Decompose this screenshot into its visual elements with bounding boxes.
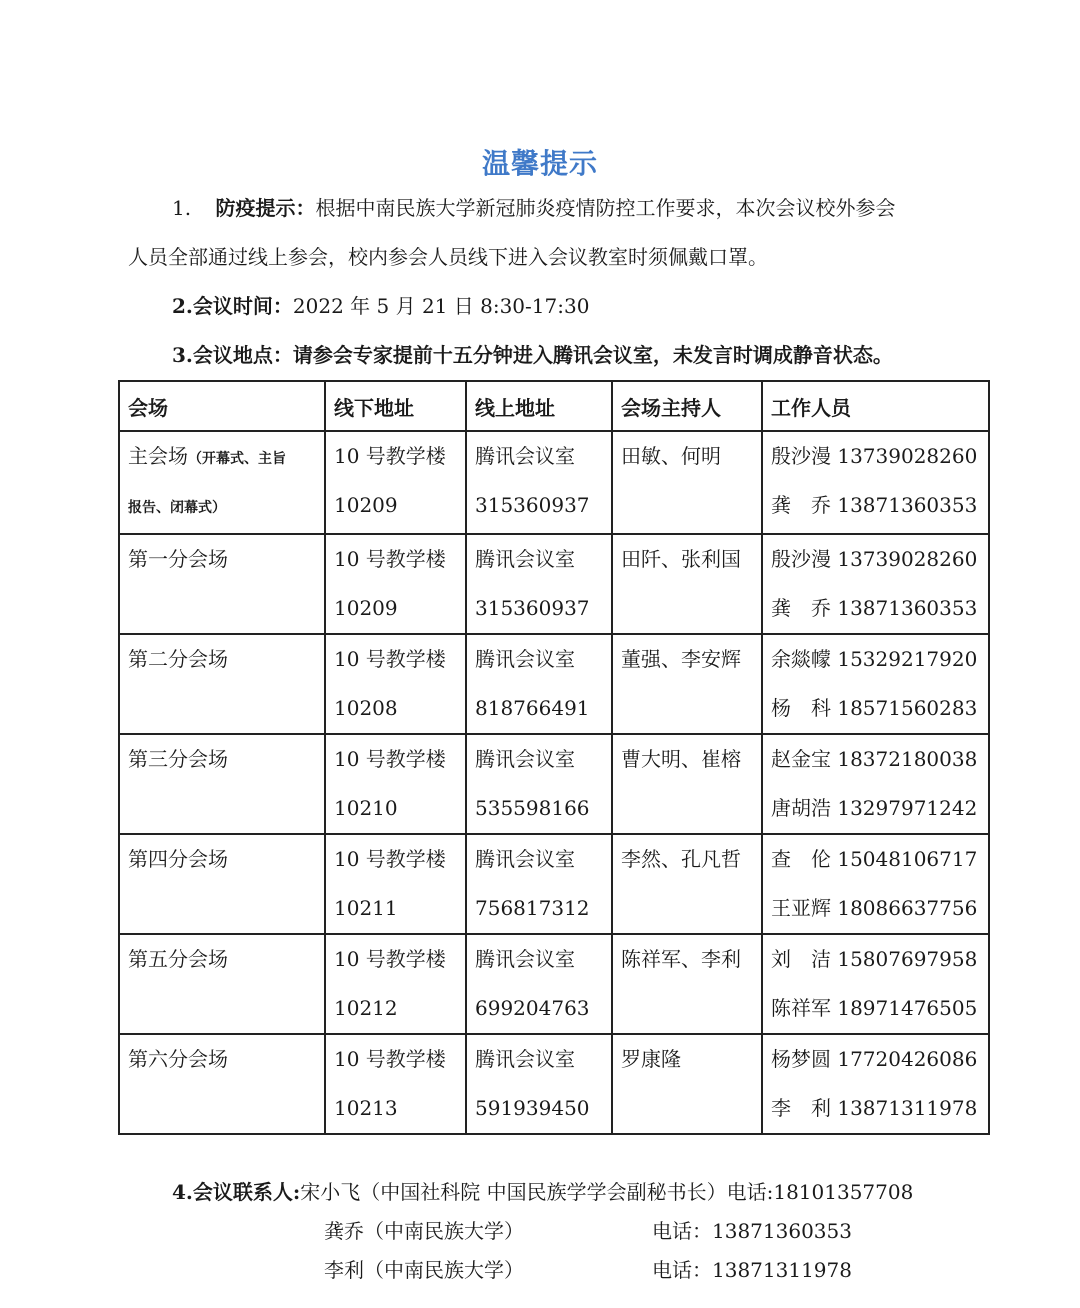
venue-name: 第三分会场 [128, 747, 228, 771]
venue-cell [119, 634, 325, 734]
offline-address-cell [325, 534, 466, 634]
venue-schedule-table [118, 380, 990, 1135]
online-address-cell [466, 1034, 612, 1134]
host-cell [612, 934, 762, 1034]
host-cell [612, 634, 762, 734]
venue-note-line-2: 报告、闭幕式） [128, 500, 226, 516]
notice-2-label: 2.会议时间： [172, 294, 293, 318]
online-label: 腾讯会议室 [475, 547, 575, 571]
staff-contact: 陈祥军 18971476505 [771, 996, 978, 1020]
staff-contact: 龚 乔 13871360353 [771, 596, 978, 620]
contact-1: 宋小飞（中国社科院 中国民族学学会副秘书长）电话:18101357708 [300, 1180, 914, 1204]
table-row [119, 634, 989, 734]
contact-2-phone: 电话：13871360353 [652, 1219, 852, 1243]
offline-room: 10208 [334, 696, 398, 720]
header-offline-address: 线下地址 [325, 381, 466, 431]
page-title: 温馨提示 [481, 147, 598, 180]
staff-contact: 查 伦 15048106717 [771, 847, 978, 871]
contact-2-name: 龚乔（中南民族大学） [324, 1219, 524, 1243]
online-label: 腾讯会议室 [475, 1047, 575, 1071]
notice-1-text-1: 根据中南民族大学新冠肺炎疫情防控工作要求，本次会议校外参会 [315, 196, 896, 220]
host-cell [612, 534, 762, 634]
venue-name-line [128, 432, 316, 484]
meeting-id: 756817312 [475, 896, 590, 920]
notice-1-line-2: 人员全部通过线上参会，校内参会人员线下进入会议教室时须佩戴口罩。 [128, 245, 768, 269]
host-names: 陈祥军、李利 [621, 947, 741, 971]
notice-3-label: 3.会议地点： [172, 343, 293, 367]
host-names: 田敏、何明 [621, 444, 721, 468]
contact-line-1 [172, 1176, 913, 1205]
table-row [119, 431, 989, 534]
staff-contact: 殷沙漫 13739028260 [771, 444, 978, 468]
venue-note: （开幕式、主旨 [188, 451, 286, 467]
online-label: 腾讯会议室 [475, 444, 575, 468]
online-label: 腾讯会议室 [475, 647, 575, 671]
venue-name: 第四分会场 [128, 847, 228, 871]
offline-address-cell [325, 734, 466, 834]
online-label: 腾讯会议室 [475, 947, 575, 971]
venue-cell [119, 431, 325, 534]
online-label: 腾讯会议室 [475, 747, 575, 771]
staff-contact: 龚 乔 13871360353 [771, 493, 978, 517]
contact-3-name: 李利（中南民族大学） [324, 1258, 524, 1282]
staff-cell [762, 934, 989, 1034]
offline-room: 10209 [334, 493, 398, 517]
offline-address-cell [325, 634, 466, 734]
offline-room: 10211 [334, 896, 398, 920]
notice-3 [172, 341, 893, 369]
table-row [119, 1034, 989, 1134]
venue-cell [119, 934, 325, 1034]
offline-building: 10 号教学楼 [334, 547, 446, 571]
host-names: 李然、孔凡哲 [621, 847, 741, 871]
staff-cell [762, 534, 989, 634]
offline-address-cell [325, 934, 466, 1034]
notice-1-number: 1. [172, 196, 192, 220]
online-address-cell [466, 534, 612, 634]
staff-cell [762, 1034, 989, 1134]
online-address-cell [466, 431, 612, 534]
offline-room: 10210 [334, 796, 398, 820]
host-cell [612, 431, 762, 534]
table-header-row [119, 381, 989, 431]
venue-cell [119, 834, 325, 934]
host-cell [612, 834, 762, 934]
notice-1-label: 防疫提示： [215, 196, 316, 220]
staff-cell [762, 834, 989, 934]
offline-building: 10 号教学楼 [334, 947, 446, 971]
contacts-label: 4.会议联系人: [172, 1180, 301, 1204]
online-address-cell [466, 634, 612, 734]
venue-cell [119, 534, 325, 634]
venue-name: 第一分会场 [128, 547, 228, 571]
staff-contact: 唐胡浩 13297971242 [771, 796, 978, 820]
table-row [119, 834, 989, 934]
offline-address-cell [325, 1034, 466, 1134]
offline-building: 10 号教学楼 [334, 444, 446, 468]
staff-contact: 刘 洁 15807697958 [771, 947, 978, 971]
venue-cell [119, 734, 325, 834]
staff-contact: 李 利 13871311978 [771, 1096, 978, 1120]
table-row [119, 934, 989, 1034]
venue-name: 第五分会场 [128, 947, 228, 971]
offline-address-cell [325, 431, 466, 534]
meeting-id: 591939450 [475, 1096, 590, 1120]
staff-contact: 杨 科 18571560283 [771, 696, 978, 720]
offline-building: 10 号教学楼 [334, 1047, 446, 1071]
venue-cell [119, 1034, 325, 1134]
host-names: 罗康隆 [621, 1047, 681, 1071]
meeting-id: 315360937 [475, 596, 590, 620]
staff-cell [762, 431, 989, 534]
offline-room: 10213 [334, 1096, 398, 1120]
online-label: 腾讯会议室 [475, 847, 575, 871]
host-cell [612, 734, 762, 834]
staff-cell [762, 734, 989, 834]
offline-building: 10 号教学楼 [334, 847, 446, 871]
header-venue: 会场 [119, 381, 325, 431]
staff-contact: 余燚幪 15329217920 [771, 647, 978, 671]
meeting-id: 699204763 [475, 996, 590, 1020]
venue-name: 主会场 [128, 444, 188, 468]
offline-building: 10 号教学楼 [334, 647, 446, 671]
host-names: 曹大明、崔榕 [621, 747, 741, 771]
notice-3-text: 请参会专家提前十五分钟进入腾讯会议室，未发言时调成静音状态。 [292, 343, 893, 367]
offline-building: 10 号教学楼 [334, 747, 446, 771]
header-host: 会场主持人 [612, 381, 762, 431]
host-names: 田阡、张利国 [621, 547, 741, 571]
staff-contact: 赵金宝 18372180038 [771, 747, 978, 771]
staff-contact: 殷沙漫 13739028260 [771, 547, 978, 571]
offline-room: 10212 [334, 996, 398, 1020]
meeting-id: 818766491 [475, 696, 590, 720]
host-cell [612, 1034, 762, 1134]
host-names: 董强、李安辉 [621, 647, 741, 671]
offline-room: 10209 [334, 596, 398, 620]
meeting-id: 535598166 [475, 796, 590, 820]
notice-2 [172, 292, 589, 320]
contact-3-phone: 电话：13871311978 [652, 1258, 852, 1282]
table-row [119, 734, 989, 834]
venue-name: 第六分会场 [128, 1047, 228, 1071]
offline-address-cell [325, 834, 466, 934]
online-address-cell [466, 734, 612, 834]
venue-name: 第二分会场 [128, 647, 228, 671]
notice-2-text: 2022 年 5 月 21 日 8:30-17:30 [292, 294, 590, 318]
staff-cell [762, 634, 989, 734]
header-staff: 工作人员 [762, 381, 989, 431]
online-address-cell [466, 934, 612, 1034]
meeting-id: 315360937 [475, 493, 590, 517]
header-online-address: 线上地址 [466, 381, 612, 431]
online-address-cell [466, 834, 612, 934]
notice-1-line-1 [172, 194, 895, 222]
staff-contact: 杨梦圆 17720426086 [771, 1047, 978, 1071]
table-row [119, 534, 989, 634]
staff-contact: 王亚辉 18086637756 [771, 896, 978, 920]
